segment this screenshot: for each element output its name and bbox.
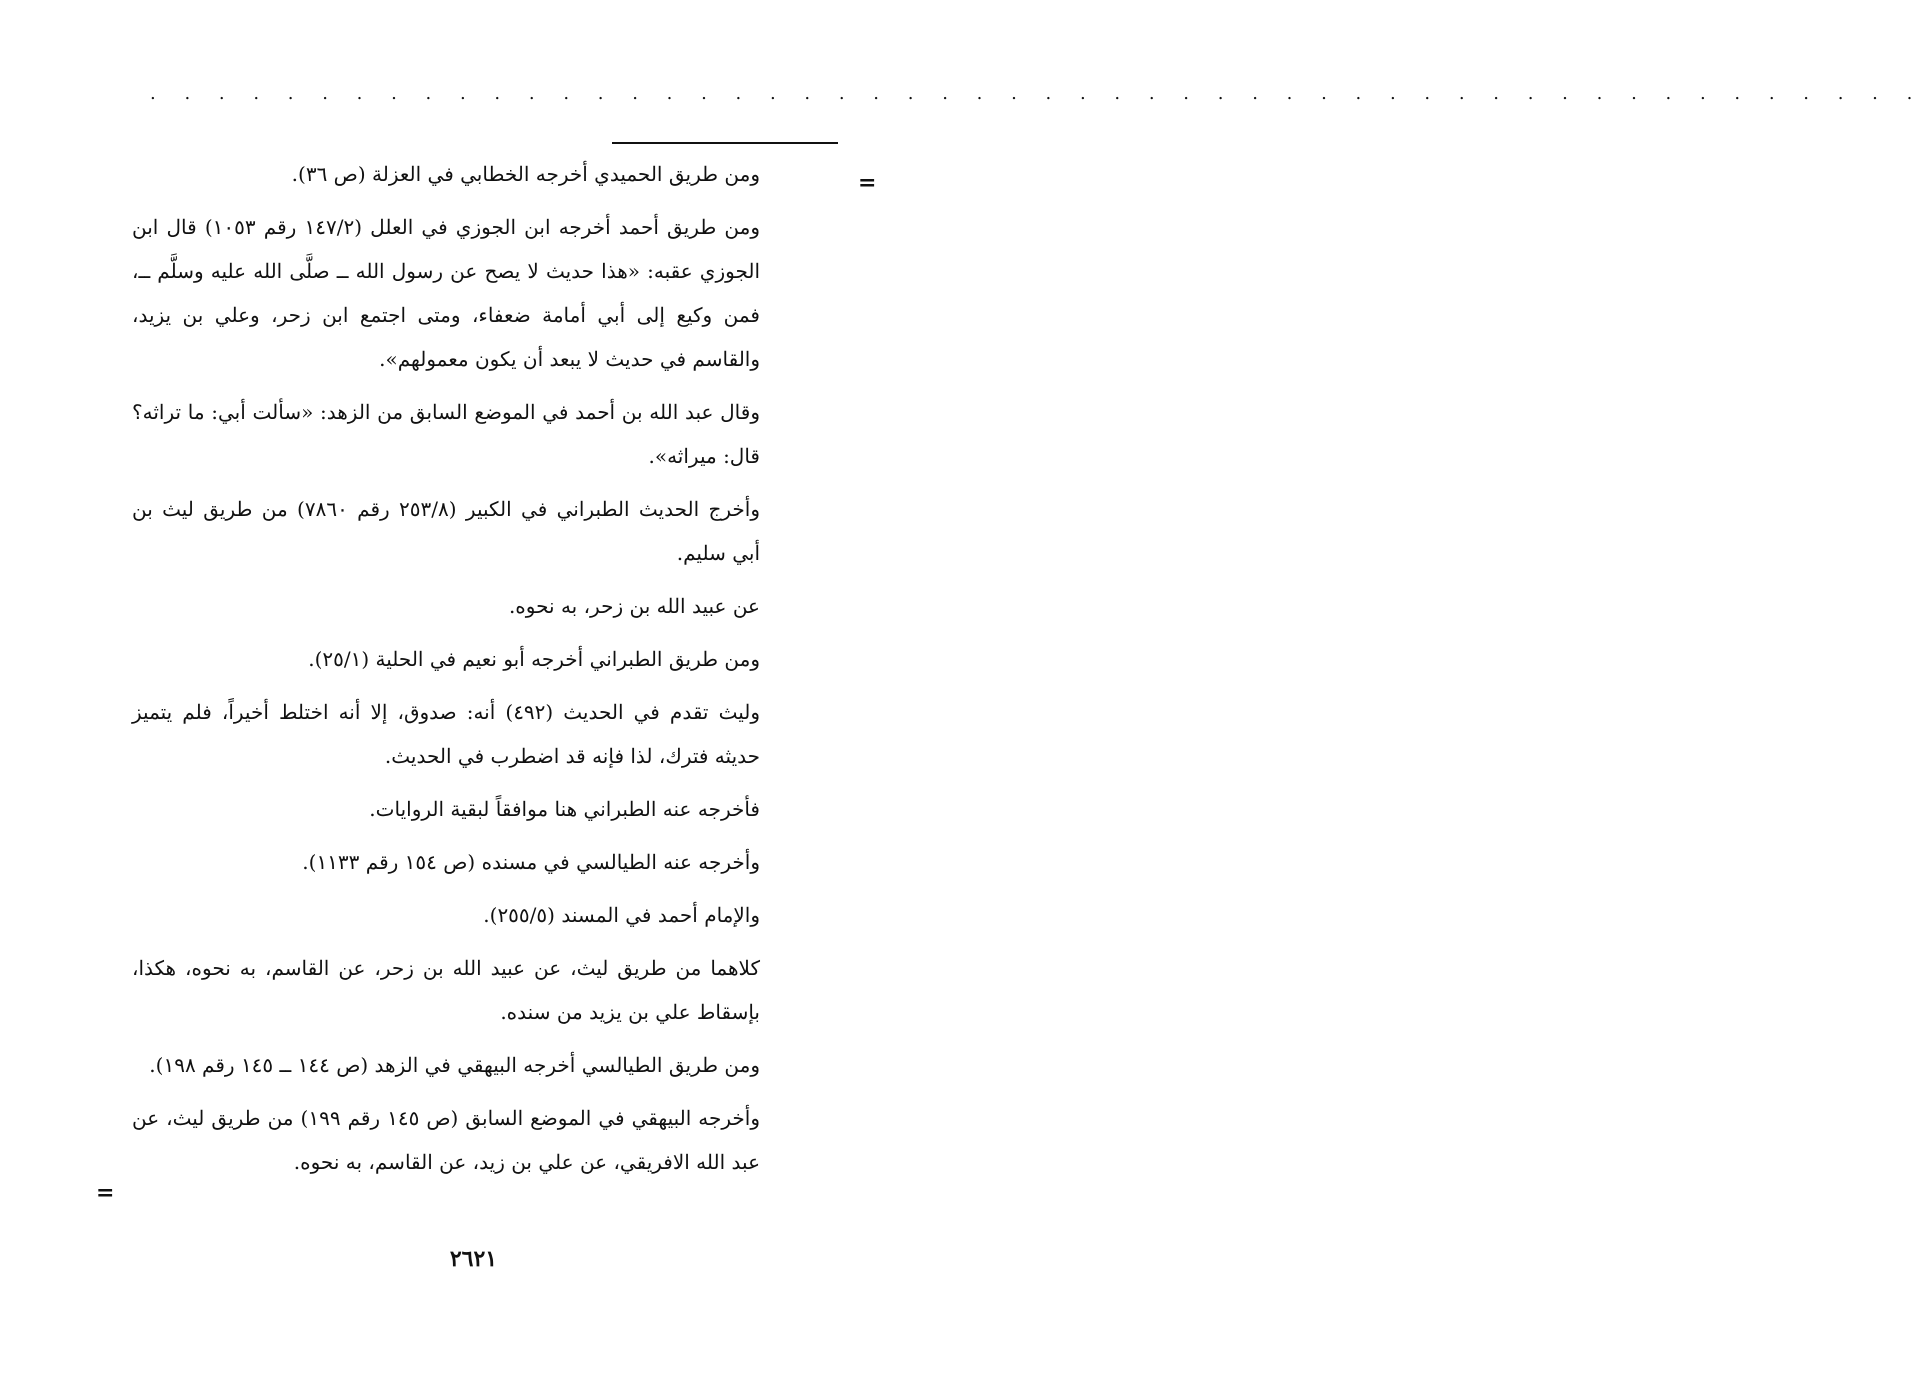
paragraph: والإمام أحمد في المسند (٢٥٥/٥). — [483, 903, 760, 927]
paragraph: وليث تقدم في الحديث (٤٩٢) أنه: صدوق، إلا أنه اختلط أخيراً، فلم يتميز حديثه فترك، لذا فإنه قد اضطرب في الحديث. — [132, 700, 760, 768]
paragraph: وأخرج الحديث الطبراني في الكبير (٢٥٣/٨ رقم ٧٨٦٠) من طريق ليث بن أبي سليم. — [132, 497, 761, 565]
paragraph: فأخرجه عنه الطبراني هنا موافقاً لبقية الروايات. — [369, 797, 760, 821]
page-number: ٢٦٢١ — [449, 1246, 498, 1272]
continuation-marker-bottom: = — [96, 1180, 115, 1206]
paragraph: ومن طريق أحمد أخرجه ابن الجوزي في العلل (١٤٧/٢ رقم ١٠٥٣) قال ابن الجوزي عقبه: «هذا حديث لا يصح عن رسول الله ــ صلَّى الله عليه وسلَّم ــ، فمن وكيع إلى أبي أمامة ضعفاء، ومتى اجتمع ابن زحر، وعلي بن يزيد، والقاسم في حديث لا يبعد أن يكون معمولهم». — [132, 215, 760, 371]
paragraph: ومن طريق الحميدي أخرجه الخطابي في العزلة (ص ٣٦). — [291, 162, 760, 186]
footnote-separator-rule — [612, 142, 838, 144]
paragraph: وأخرجه عنه الطيالسي في مسنده (ص ١٥٤ رقم ١١٣٣). — [302, 850, 760, 874]
continuation-marker-top: = — [858, 170, 877, 196]
footnote-text-block — [132, 152, 760, 1193]
paragraph: كلاهما من طريق ليث، عن عبيد الله بن زحر، عن القاسم، به نحوه، هكذا، بإسقاط علي بن يزيد من سنده. — [132, 956, 760, 1024]
paragraph: ومن طريق الطبراني أخرجه أبو نعيم في الحلية (٢٥/١). — [308, 647, 760, 671]
paragraph: وأخرجه البيهقي في الموضع السابق (ص ١٤٥ رقم ١٩٩) من طريق ليث، عن عبد الله الافريقي، عن علي بن زيد، عن القاسم، به نحوه. — [132, 1106, 760, 1174]
header-dotted-line: . . . . . . . . . . . . . . . . . . . . . . . . . . . . . . . . . . . . . . . . . . . . . . . . . . . . — [150, 83, 1924, 104]
paragraph: ومن طريق الطيالسي أخرجه البيهقي في الزهد (ص ١٤٤ ــ ١٤٥ رقم ١٩٨). — [149, 1053, 760, 1077]
paragraph: عن عبيد الله بن زحر، به نحوه. — [508, 594, 760, 618]
paragraph: وقال عبد الله بن أحمد في الموضع السابق من الزهد: «سألت أبي: ما تراثه؟ قال: ميراثه». — [132, 400, 760, 468]
